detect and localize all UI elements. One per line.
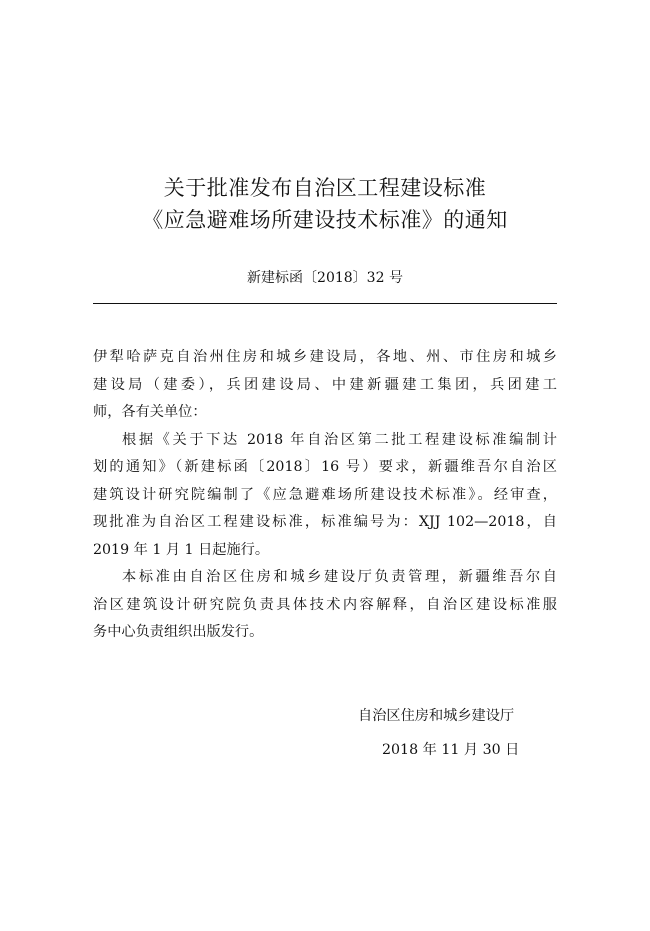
- signature-date: 2018 年 11 月 30 日: [382, 742, 520, 758]
- body-paragraph-line: 本标准由自治区住房和城乡建设厅负责管理，新疆维吾尔自: [122, 569, 557, 585]
- body-paragraph-line: 2019 年 1 月 1 日起施行。: [93, 541, 270, 558]
- salutation-line: 建设局（建委），兵团建设局、中建新疆建工集团，兵团建工: [93, 376, 557, 393]
- header-divider: [93, 303, 557, 304]
- body-paragraph-line: 治区建筑设计研究院负责具体技术内容解释，自治区建设标准服: [93, 596, 557, 613]
- salutation-line: 伊犁哈萨克自治州住房和城乡建设局，各地、州、市住房和城乡: [93, 349, 557, 365]
- body-paragraph-line: 根据《关于下达 2018 年自治区第二批工程建设标准编制计: [122, 431, 557, 448]
- body-paragraph-line: 现批准为自治区工程建设标准，标准编号为：XJJ 102—2018，自: [93, 514, 557, 530]
- document-body: [93, 344, 557, 647]
- signature-organization: 自治区住房和城乡建设厅: [358, 708, 515, 724]
- body-paragraph-line: 建筑设计研究院编制了《应急避难场所建设技术标准》。经审查，: [93, 486, 557, 503]
- document-title-line-2: 《应急避难场所建设技术标准》的通知: [142, 208, 508, 232]
- body-paragraph-line: 务中心负责组织出版发行。: [93, 624, 264, 640]
- salutation-line: 师，各有关单位：: [93, 404, 207, 420]
- document-number: 新建标函〔2018〕32 号: [247, 270, 403, 286]
- document-title-line-1: 关于批准发布自治区工程建设标准: [163, 176, 487, 200]
- body-paragraph-line: 划的通知》（新建标函〔2018〕16 号）要求，新疆维吾尔自治区: [93, 459, 557, 475]
